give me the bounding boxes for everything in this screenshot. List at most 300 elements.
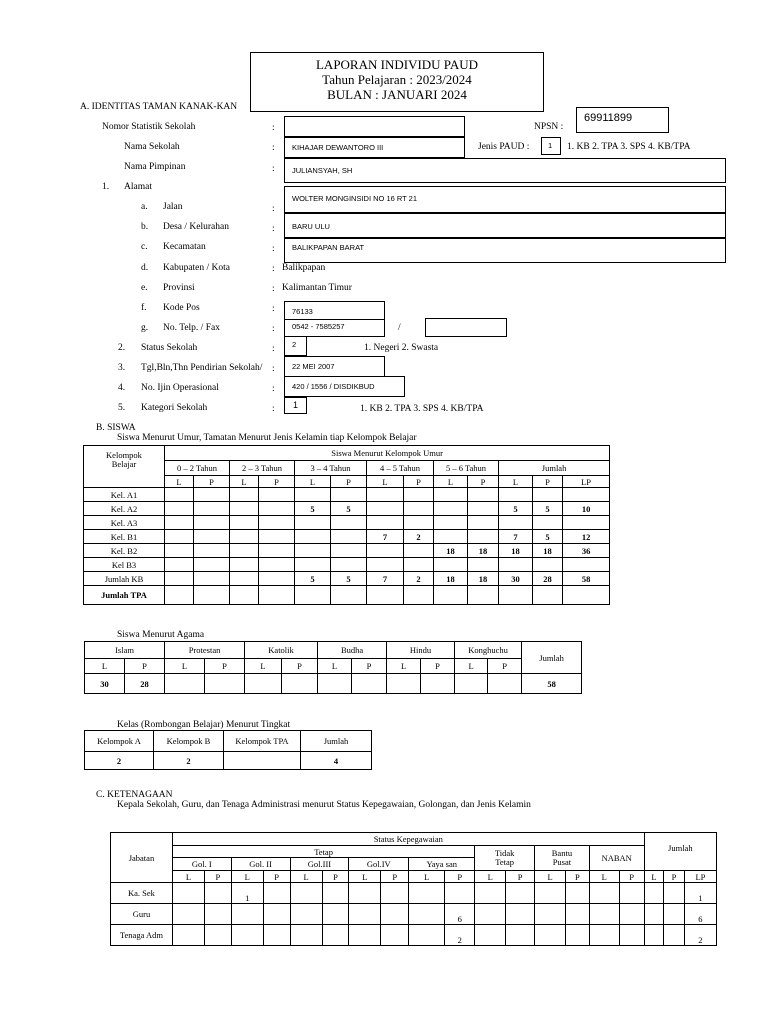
table-cell [230,572,259,586]
status-options: 1. Negeri 2. Swasta [364,343,439,353]
table-cell [367,586,404,605]
gender-header: P [533,476,563,488]
table-cell [349,883,381,904]
table-cell [468,530,499,544]
gender-header: P [204,871,231,883]
bantu-pusat-header: Bantu Pusat [535,846,590,871]
golongan-header: Gol. II [231,858,290,871]
jenis-paud-field[interactable]: 1 [541,137,561,155]
gender-header: P [125,659,165,674]
religion-header: Hindu [387,642,455,659]
table-cell: 5 [331,572,367,586]
table-cell [535,925,566,946]
colon: : [272,164,275,174]
table-cell [367,516,404,530]
table-cell [165,516,194,530]
table-cell [259,572,295,586]
tidak-tetap-header: Tidak Tetap [475,846,535,871]
table-cell [230,558,259,572]
row-label: Kel. B2 [84,544,165,558]
table-cell [563,558,610,572]
colon: : [272,204,275,214]
table-cell [230,586,259,605]
table-cell [506,883,535,904]
table-cell [404,516,434,530]
table-cell [194,502,230,516]
nama-pimpinan-label: Nama Pimpinan [124,162,186,172]
kelompok-tpa-header: Kelompok TPA [224,731,301,752]
kabupaten-value: Balikpapan [282,263,326,273]
table-cell [468,586,499,605]
table-cell [172,925,204,946]
table-cell [165,502,194,516]
table-cell: 36 [563,544,610,558]
gender-header: L [455,659,488,674]
table-cell [172,904,204,925]
gender-header: P [263,871,290,883]
table-cell: 2 [684,925,716,946]
table-cell: 1 [684,883,716,904]
table-cell [367,502,404,516]
table-cell [331,488,367,502]
gender-header: P [352,659,387,674]
kecamatan-label: Kecamatan [163,242,206,252]
table-row [111,904,717,925]
table-row [84,586,610,605]
colon: : [272,324,275,334]
religion-header: Protestan [165,642,245,659]
provinsi-num: e. [141,283,148,293]
table-cell [499,516,533,530]
gender-header: L [409,871,445,883]
jenis-paud-options: 1. KB 2. TPA 3. SPS 4. KB/TPA [567,142,691,152]
gender-header: L [231,871,263,883]
tgl-field[interactable]: 22 MEI 2007 [284,356,385,377]
table-cell [331,586,367,605]
section-c-subtitle: Kepala Sekolah, Guru, dan Tenaga Administrasi menurut Status Kepegawaian, Golongan, dan Jenis Kelamin [117,800,531,810]
table-cell [563,516,610,530]
gender-header: P [259,476,295,488]
religion-header-row [85,642,582,659]
table-cell [349,925,381,946]
kode-pos-num: f. [141,303,147,313]
table-cell: 18 [499,544,533,558]
age-group-header: 5 – 6 Tahun [434,461,499,476]
nomor-statistik-field[interactable] [284,116,465,137]
gender-header: L [245,659,282,674]
table-cell [664,925,685,946]
table-cell [318,674,352,694]
table-cell [533,488,563,502]
kategori-num: 5. [118,403,126,413]
table-cell [263,925,290,946]
table-cell [295,516,331,530]
kabupaten-label: Kabupaten / Kota [163,263,231,273]
gender-header: P [421,659,455,674]
ijin-label: No. Ijin Operasional [141,383,219,393]
gender-header: L [165,476,194,488]
table-cell [230,530,259,544]
table-cell [404,488,434,502]
kelompok-b-header: Kelompok B [154,731,224,752]
status-field[interactable]: 2 [284,336,307,356]
kecamatan-field[interactable]: BALIKPAPAN BARAT [284,238,726,263]
gender-header: L [589,871,619,883]
table-cell [165,586,194,605]
gender-header-row [111,871,717,883]
table-cell [589,925,619,946]
desa-field[interactable]: BARU ULU [284,213,726,238]
colon: : [272,143,275,153]
gender-header: L [290,871,322,883]
table-cell [506,925,535,946]
gender-header: P [566,871,590,883]
table-cell [566,925,590,946]
row-label: Kel B3 [84,558,165,572]
section-b-title: B. SISWA [96,423,136,433]
table-cell [434,558,468,572]
table-cell: 18 [434,572,468,586]
table-cell [194,530,230,544]
table-cell: 5 [331,502,367,516]
table-cell [563,586,610,605]
table-cell [644,883,664,904]
siswa-umur-table [83,445,610,605]
table-cell [259,558,295,572]
jumlah-header: Jumlah [301,731,372,752]
gender-header: L [85,659,125,674]
jumlah-header: Jumlah [522,642,582,674]
kelas-table [84,730,372,770]
table-row [84,558,610,572]
alamat-num: 1. [102,182,110,192]
telp-label: No. Telp. / Fax [163,323,220,333]
gender-header: P [194,476,230,488]
siswa-agama-table [84,641,582,694]
table-cell [165,544,194,558]
row-label: Jumlah KB [84,572,165,586]
table-cell: 12 [563,530,610,544]
table-cell [644,925,664,946]
desa-label: Desa / Kelurahan [163,222,229,232]
colon: : [272,404,275,414]
table-cell [290,925,322,946]
table-cell [381,883,409,904]
table-cell [194,488,230,502]
table-cell: 1 [231,883,263,904]
religion-header: Budha [318,642,387,659]
table-cell [619,883,644,904]
table-cell: 2 [404,572,434,586]
table-cell [259,516,295,530]
table-cell [381,904,409,925]
religion-values-row [85,674,582,694]
golongan-header: Gol.III [290,858,349,871]
table-cell [535,883,566,904]
naban-header: NABAN [589,846,644,871]
jalan-num: a. [141,202,148,212]
kecamatan-num: c. [141,242,148,252]
section-a-title: A. IDENTITAS TAMAN KANAK-KAN [80,102,238,112]
table-cell [434,502,468,516]
table-cell [468,516,499,530]
table-cell: 18 [434,544,468,558]
kelompok-b-value: 2 [154,752,224,770]
table-cell [231,925,263,946]
gender-header: L [165,659,205,674]
table-cell [331,558,367,572]
table-cell [282,674,318,694]
table-cell [404,558,434,572]
table-cell [295,488,331,502]
age-group-header: 4 – 5 Tahun [367,461,434,476]
table-cell: 5 [295,572,331,586]
age-group-header: 3 – 4 Tahun [295,461,367,476]
academic-year: Tahun Pelajaran : 2023/2024 [322,72,472,87]
table-cell: 28 [533,572,563,586]
table-cell [644,904,664,925]
table-cell [434,586,468,605]
table-cell [165,488,194,502]
table-cell [664,883,685,904]
row-label: Ka. Sek [111,883,173,904]
table-cell [619,904,644,925]
golongan-header: Gol. I [172,858,231,871]
table-cell: 58 [563,572,610,586]
jenis-paud-label: Jenis PAUD : [478,142,530,152]
table-cell [475,925,506,946]
table-cell [331,544,367,558]
total-cell: 58 [522,674,582,694]
table-cell [295,544,331,558]
table-cell [367,488,404,502]
table-cell: 6 [684,904,716,925]
table-row [111,883,717,904]
table-cell [205,674,245,694]
table-row [84,530,610,544]
table-cell [322,883,349,904]
report-title-box [250,52,544,112]
npsn-field[interactable]: 69911899 [576,107,669,133]
table-cell: 18 [468,544,499,558]
table-cell [488,674,522,694]
table-cell [404,502,434,516]
table-cell [230,488,259,502]
table-cell [231,904,263,925]
gender-header: P [205,659,245,674]
report-title: LAPORAN INDIVIDU PAUD [315,57,479,72]
super-header: Siswa Menurut Kelompok Umur [165,446,610,461]
colon: : [272,304,275,314]
table-cell: 5 [533,502,563,516]
kode-pos-label: Kode Pos [163,303,200,313]
status-label: Status Sekolah [141,343,198,353]
table-cell [445,883,475,904]
gender-header: L [387,659,421,674]
colon: : [272,384,275,394]
gender-header: P [404,476,434,488]
table-cell [404,544,434,558]
table-cell [259,502,295,516]
report-month: BULAN : JANUARI 2024 [327,87,467,102]
colon: : [272,344,275,354]
table-cell [664,904,685,925]
table-cell [322,925,349,946]
table-cell [194,572,230,586]
nama-pimpinan-field[interactable]: JULIANSYAH, SH [284,158,726,183]
fax-field[interactable] [425,318,507,337]
table-cell [367,544,404,558]
table-cell [165,558,194,572]
alamat-label: Alamat [124,182,152,192]
table-cell [352,674,387,694]
section-c-title: C. KETENAGAAN [96,790,173,800]
gender-header: L [535,871,566,883]
gender-header: P [619,871,644,883]
religion-header: Islam [85,642,165,659]
fax-separator: / [398,323,401,333]
row-label: Guru [111,904,173,925]
table-cell [204,904,231,925]
kode-pos-field[interactable]: 76133 [284,301,385,320]
table-cell [263,904,290,925]
table-row [84,488,610,502]
age-group-header: Jumlah [499,461,610,476]
gender-header: LP [563,476,610,488]
gender-header: L [172,871,204,883]
table-cell: 2 [445,925,475,946]
table-cell: 5 [499,502,533,516]
kelas-title: Kelas (Rombongan Belajar) Menurut Tingkat [117,720,291,730]
table-cell [230,502,259,516]
table-row [111,925,717,946]
table-cell [566,883,590,904]
tgl-label: Tgl,Bln,Thn Pendirian Sekolah/ [141,363,263,373]
table-cell [259,544,295,558]
table-cell: 30 [85,674,125,694]
table-cell [535,904,566,925]
table-cell: 5 [533,530,563,544]
table-cell: 5 [295,502,331,516]
table-cell [434,516,468,530]
gender-header: L [349,871,381,883]
gender-header: L [230,476,259,488]
kategori-options: 1. KB 2. TPA 3. SPS 4. KB/TPA [360,404,484,414]
table-row [84,544,610,558]
table-cell [295,530,331,544]
row-label: Jumlah TPA [84,586,165,605]
age-group-header: 0 – 2 Tahun [165,461,230,476]
table-cell [204,883,231,904]
table-row [84,516,610,530]
table-cell [387,674,421,694]
telp-field[interactable]: 0542 - 7585257 [284,319,385,337]
colon: : [272,264,275,274]
table-cell [331,530,367,544]
colon: : [272,284,275,294]
table-cell: 2 [404,530,434,544]
table-cell [499,488,533,502]
table-cell [589,883,619,904]
table-cell: 18 [533,544,563,558]
table-cell [533,586,563,605]
kategori-label: Kategori Sekolah [141,403,208,413]
jumlah-header: Jumlah [644,833,716,871]
table-cell [589,904,619,925]
table-cell [295,558,331,572]
age-group-header: 2 – 3 Tahun [230,461,295,476]
gender-header: P [664,871,685,883]
agama-title: Siswa Menurut Agama [117,630,205,640]
nama-sekolah-label: Nama Sekolah [124,142,180,152]
table-row [84,572,610,586]
table-cell [499,586,533,605]
gender-header: L [475,871,506,883]
golongan-header: Gol.IV [349,858,409,871]
jalan-field[interactable]: WOLTER MONGINSIDI NO 16 RT 21 [284,186,726,213]
gender-header: L [499,476,533,488]
kategori-field[interactable]: 1 [284,397,307,414]
table-cell [533,516,563,530]
religion-gender-row [85,659,582,674]
table-cell [455,674,488,694]
kabupaten-num: d. [141,263,149,273]
table-cell [421,674,455,694]
jalan-label: Jalan [163,202,183,212]
kelompok-a-header: Kelompok A [85,731,154,752]
nama-sekolah-field[interactable]: KIHAJAR DEWANTORO III [284,137,465,158]
table-cell [194,516,230,530]
table-cell [404,586,434,605]
table-cell [381,925,409,946]
gender-header: L [644,871,664,883]
table-cell [434,530,468,544]
table-cell: 28 [125,674,165,694]
golongan-header: Yaya san [409,858,475,871]
desa-num: b. [141,222,149,232]
table-cell: 30 [499,572,533,586]
table-cell [194,544,230,558]
religion-header: Konghuchu [455,642,522,659]
section-b-subtitle: Siswa Menurut Umur, Tamatan Menurut Jenis Kelamin tiap Kelompok Belajar [117,433,417,443]
table-cell [409,883,445,904]
table-cell [290,883,322,904]
table-cell [475,904,506,925]
colon: : [272,364,275,374]
table-cell [172,883,204,904]
row-label: Kel. A1 [84,488,165,502]
table-cell [165,530,194,544]
ijin-field[interactable]: 420 / 1556 / DISDIKBUD [284,376,405,397]
table-cell [533,558,563,572]
tgl-num: 3. [118,363,126,373]
ketenagaan-table [110,832,717,946]
table-cell: 10 [563,502,610,516]
table-cell [468,502,499,516]
row-label: Kel. A3 [84,516,165,530]
table-cell [259,488,295,502]
table-cell [566,904,590,925]
table-cell: 7 [367,572,404,586]
table-cell [322,904,349,925]
gender-header: P [506,871,535,883]
table-cell [290,904,322,925]
table-cell [295,586,331,605]
status-kepegawaian-header: Status Kepegawaian [172,833,644,846]
table-row [84,502,610,516]
gender-header: L [367,476,404,488]
gender-header: P [468,476,499,488]
